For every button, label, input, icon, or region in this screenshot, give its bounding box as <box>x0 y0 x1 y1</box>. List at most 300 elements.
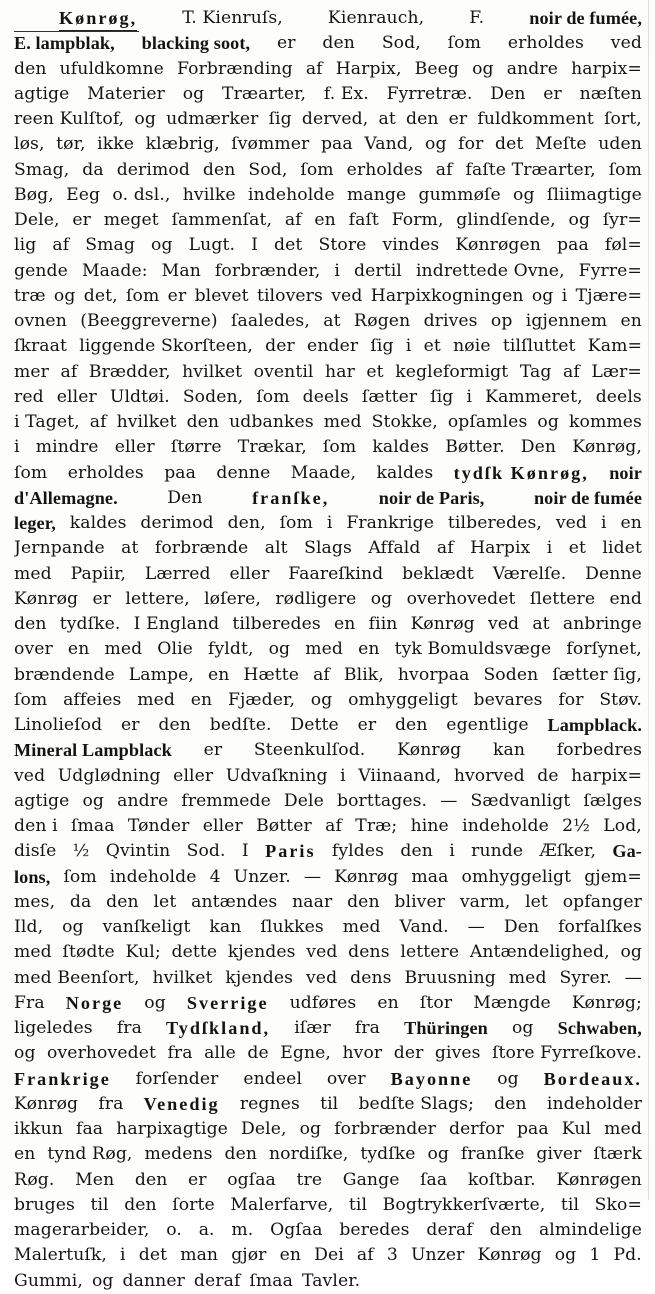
word: indeholder <box>546 1093 642 1114</box>
word: forbedres <box>556 740 642 761</box>
word: en <box>279 1245 302 1266</box>
word: man <box>180 1245 219 1266</box>
word: Kønrøg <box>477 1245 542 1266</box>
word: Forbrænding <box>177 58 293 79</box>
word: deels <box>302 386 349 407</box>
bold-term: Norge <box>65 992 124 1013</box>
word: Bøtter. <box>445 437 505 458</box>
bold-term: Frankrige <box>14 1068 111 1089</box>
word: almindelige <box>538 1220 642 1240</box>
word: andre <box>117 790 169 811</box>
word: og <box>144 992 166 1013</box>
word: over <box>326 1068 366 1089</box>
word: — <box>467 917 485 937</box>
word: næſten <box>579 83 642 104</box>
word: en <box>314 210 336 230</box>
word: Udglødning <box>57 765 161 786</box>
word: nordiſke, <box>268 1144 349 1165</box>
word: Bogtrykkerſværte, <box>382 1194 546 1215</box>
bold-term: noir de Paris, <box>378 487 485 508</box>
word: en <box>207 664 230 685</box>
word: Vand. <box>399 917 449 937</box>
word: Eeg <box>66 184 101 205</box>
word: Store <box>318 235 367 256</box>
bold-term: Kønrøg, <box>59 6 137 31</box>
word: der <box>265 336 295 357</box>
word: til <box>560 1194 580 1215</box>
word: ſaaledes, <box>231 311 310 331</box>
word: Dette <box>290 715 339 735</box>
word: paa <box>557 235 589 256</box>
word: ſtødte <box>62 942 115 963</box>
word: indeholde <box>462 816 549 836</box>
word: løſere, <box>204 588 261 609</box>
word: og <box>299 1119 322 1139</box>
word: Ild, <box>14 917 44 937</box>
word: er <box>121 715 140 735</box>
word: Værelſe. <box>492 563 567 584</box>
word: derimod <box>140 513 214 533</box>
word: den i <box>14 816 58 836</box>
bold-term: Sverrige <box>186 992 269 1013</box>
word: Træarter, <box>222 83 307 104</box>
word: fiin <box>368 614 398 634</box>
word: ſvømmer <box>231 134 310 155</box>
word: udføres <box>289 992 357 1013</box>
word: faſt <box>348 210 379 230</box>
text-line <box>14 1168 642 1193</box>
word: Antændelighed, <box>469 942 610 963</box>
word: Trækar, <box>237 437 307 458</box>
word: at <box>323 311 341 331</box>
word: eller <box>229 563 270 584</box>
text-line <box>14 284 642 309</box>
word: tydſke. <box>59 614 121 634</box>
word: ſælges <box>583 790 642 811</box>
word: Fra <box>14 992 45 1013</box>
bold-term: noir de fumée, <box>529 8 642 28</box>
word: omhyggeligt <box>348 689 458 710</box>
word: Kønrøg <box>14 1093 79 1114</box>
word: fremmede <box>181 790 271 811</box>
word: blevet <box>194 285 249 306</box>
word: dertil <box>354 260 402 281</box>
word: dette <box>171 942 218 963</box>
word: Lod, <box>603 816 642 836</box>
word: hvorved <box>453 765 525 786</box>
word: en <box>14 1144 36 1165</box>
word: ved <box>331 285 363 306</box>
word: Kienrauch, <box>327 8 425 28</box>
word: bruges <box>14 1194 75 1215</box>
word: Soden, <box>182 386 244 407</box>
word: opſamles <box>447 412 528 432</box>
word: da <box>69 891 92 912</box>
word: Støv. <box>599 689 642 710</box>
word: Smag, <box>14 159 70 180</box>
word: Denne <box>585 563 642 584</box>
word: ved <box>555 513 588 533</box>
word: koſtbar. <box>467 1169 536 1190</box>
word: i Taget, <box>14 412 80 432</box>
word: Malerfarve, <box>230 1194 334 1215</box>
word: ſmaa <box>249 1270 293 1291</box>
word: bedſte Slags; <box>358 1093 474 1114</box>
bold-term: Paris <box>265 841 316 862</box>
word: a. <box>198 1220 215 1240</box>
word: ved <box>610 33 642 54</box>
word: og <box>513 184 535 205</box>
word: er <box>92 588 112 609</box>
word: Lugt. <box>188 235 236 256</box>
word: gende <box>14 260 68 281</box>
word: er <box>448 109 468 129</box>
word: i <box>326 513 333 533</box>
word: Æſker, <box>539 841 597 862</box>
word: Syrer. <box>559 967 612 988</box>
word: Smag <box>85 235 135 256</box>
word: agtige <box>14 83 70 104</box>
word: 1 <box>589 1245 601 1266</box>
word: meget <box>103 210 159 230</box>
word: forſynet, <box>566 639 642 660</box>
word: ſorte <box>172 1194 215 1215</box>
text-line <box>14 31 642 56</box>
text-line <box>14 1218 642 1243</box>
word: lettere <box>400 942 460 963</box>
word: og <box>62 917 84 937</box>
word: Dele, <box>240 1119 287 1139</box>
word: Egne, <box>280 1043 331 1064</box>
word: f. Ex. <box>323 83 369 104</box>
word: ſtor <box>419 992 453 1013</box>
word: Tønder <box>127 816 190 836</box>
word: forſender <box>135 1068 219 1089</box>
word: Hætte <box>243 664 300 685</box>
word: Bruusning <box>404 967 496 988</box>
word: ved <box>487 614 520 634</box>
word: af <box>52 235 70 256</box>
word: endeel <box>243 1068 303 1089</box>
word: og <box>425 134 447 155</box>
word: ſkraat <box>14 336 67 357</box>
word: hvilket <box>152 967 213 988</box>
word: Maade: <box>81 260 148 281</box>
text-line <box>14 1243 642 1268</box>
word: den <box>489 1220 523 1240</box>
word: liggende Skorſteen, <box>79 336 253 357</box>
word: indeholde <box>247 184 335 205</box>
word: at <box>121 538 139 559</box>
word: ligeledes <box>14 1018 93 1038</box>
word: Lær= <box>591 361 642 382</box>
word: ſom <box>256 386 290 407</box>
word: tynd Røg, <box>47 1144 133 1165</box>
word: den <box>394 715 428 735</box>
word: tilberedes, <box>447 513 542 533</box>
word: kommes <box>569 412 642 432</box>
word: Tavler. <box>301 1270 361 1291</box>
text-line <box>14 132 642 157</box>
word: ovnen <box>14 311 67 331</box>
word: derfor <box>449 1119 504 1139</box>
text-line <box>14 461 642 486</box>
word: Gummi, <box>14 1270 83 1291</box>
word: giver <box>536 1144 582 1165</box>
word: Kønrøg <box>410 614 475 634</box>
word: ſort, <box>604 109 642 129</box>
word: vanſkeligt <box>102 917 191 937</box>
word: i <box>120 1245 126 1266</box>
word: af <box>284 210 302 230</box>
word: eller <box>202 816 243 836</box>
bold-term: Thüringen <box>404 1018 488 1038</box>
word: Linolieſod <box>14 715 103 735</box>
word: Kønrøgen <box>455 235 541 256</box>
word: en <box>67 639 90 660</box>
word: den <box>106 891 139 912</box>
word: den <box>322 33 355 54</box>
word: mange <box>346 184 407 205</box>
bold-term: Schwaben, <box>557 1018 642 1038</box>
word: med Beenſort, <box>14 967 140 988</box>
word: tyk Bomuldsvæge <box>394 639 552 660</box>
word: har <box>325 361 355 382</box>
word: omhyggeligt <box>461 866 572 887</box>
word: kan <box>492 740 526 761</box>
word: 2½ <box>562 816 590 836</box>
word: og <box>531 285 554 306</box>
word: iſær <box>294 1018 331 1038</box>
word: ſlukkes <box>260 917 324 937</box>
word: ſtørre <box>170 437 222 458</box>
word: Dele, <box>14 210 60 230</box>
word: det <box>274 235 303 256</box>
bold-term: blacking soot, <box>141 33 251 54</box>
word: ſmaa <box>71 816 115 836</box>
word: ſliimagtige <box>546 184 642 205</box>
word: i <box>405 336 412 357</box>
bold-term: noir <box>609 462 642 483</box>
word: ſom <box>126 285 160 306</box>
word: o. <box>166 1220 182 1240</box>
word: den <box>400 841 433 862</box>
word: deraf <box>193 1270 241 1291</box>
word: antændes <box>191 891 278 912</box>
word: Sko= <box>594 1194 642 1215</box>
word: forfalſkes <box>558 917 642 937</box>
word: for <box>458 134 484 155</box>
word: Uldtøi. <box>109 386 170 407</box>
text-line <box>14 435 642 460</box>
word: føl= <box>604 235 642 256</box>
word: — <box>440 790 458 811</box>
word: Men <box>75 1169 115 1190</box>
word: er <box>357 715 377 735</box>
word: Viinaand, <box>358 765 442 786</box>
bold-term: noir de fumée <box>533 487 642 508</box>
text-line <box>14 814 642 839</box>
word: disſe <box>14 841 57 862</box>
word: hine <box>410 816 449 836</box>
word: Olie <box>157 639 193 660</box>
text-line <box>14 1092 642 1117</box>
bold-term: Bayonne <box>390 1068 473 1089</box>
word: et <box>366 361 384 382</box>
word: ſammenſat, <box>171 210 273 230</box>
text-line <box>14 183 642 208</box>
text-line <box>14 208 642 233</box>
word: glindſende, <box>456 210 556 230</box>
word: af <box>325 816 342 836</box>
word: ved <box>306 942 338 963</box>
text-line <box>14 1041 642 1066</box>
word: og <box>53 285 76 306</box>
word: derimod <box>116 159 190 180</box>
word: ſtore Fyrreſkove. <box>492 1043 642 1064</box>
text-line <box>14 966 642 991</box>
word: gives <box>434 1043 481 1064</box>
word: Qvintin <box>105 841 171 862</box>
word: fra <box>354 1018 381 1038</box>
word: Den <box>167 487 203 508</box>
word: i <box>340 765 346 786</box>
word: o. dsl., <box>112 184 171 205</box>
word: dens <box>350 967 392 988</box>
word: Slags <box>304 538 352 559</box>
text-line <box>14 688 642 713</box>
text-line <box>14 410 642 435</box>
word: kegleformigt <box>395 361 509 382</box>
word: brændende <box>14 664 115 685</box>
word: — <box>624 967 642 988</box>
word: en <box>620 513 642 533</box>
word: Røgen <box>353 311 411 331</box>
word: med <box>14 942 52 963</box>
word: til <box>348 1194 368 1215</box>
word: ikkun <box>14 1119 63 1139</box>
word: Bøg, <box>14 184 54 205</box>
word: lidet <box>602 538 642 559</box>
word: og <box>427 1144 449 1165</box>
word: Ogſaa <box>270 1220 323 1240</box>
word: faa <box>76 1119 104 1139</box>
word: paa <box>164 462 196 483</box>
word: erholdes <box>507 33 584 54</box>
text-line <box>14 309 642 334</box>
word: erholdes <box>67 462 144 483</box>
text-line <box>14 6 642 31</box>
word: lig <box>14 235 37 256</box>
text-line <box>14 57 642 82</box>
word: bevares <box>473 689 543 710</box>
word: Blik, <box>343 664 384 685</box>
word: den <box>224 1144 258 1165</box>
word: end <box>609 588 642 609</box>
word: Kul <box>561 1119 592 1139</box>
word: et <box>423 336 441 357</box>
word: ſig <box>430 386 454 407</box>
word: af <box>356 1245 374 1266</box>
word: med <box>137 689 175 710</box>
word: af <box>563 361 580 382</box>
text-line <box>14 536 642 561</box>
text-line <box>14 486 642 511</box>
word: hvor <box>342 1043 383 1064</box>
word: Unzer <box>410 1245 465 1266</box>
word: kaldes <box>372 437 430 458</box>
word: en <box>190 689 213 710</box>
word: den <box>202 159 236 180</box>
word: tre <box>296 1169 323 1190</box>
word: og <box>497 1068 519 1089</box>
word: Træ; <box>355 816 398 836</box>
word: af <box>89 412 107 432</box>
word: kaldes <box>69 513 127 533</box>
word: Fjæder, <box>227 689 296 710</box>
word: opfanger <box>562 891 642 912</box>
word: forbrænde <box>154 538 249 559</box>
word: det, <box>83 285 118 306</box>
word: Man <box>161 260 201 281</box>
word: Sædvanligt <box>470 790 571 811</box>
word: Faareſkind <box>288 563 384 584</box>
word: Den <box>503 917 540 937</box>
text-line <box>14 259 642 284</box>
word: en <box>620 311 642 331</box>
word: hvilket <box>116 412 177 432</box>
word: paa <box>516 1119 549 1139</box>
text-line <box>14 233 642 258</box>
word: ſom <box>608 159 642 180</box>
word: Sod, <box>248 159 288 180</box>
word: ſyr= <box>602 210 642 230</box>
word: mer <box>14 361 49 382</box>
bold-term: tydſk Kønrøg, <box>453 462 589 483</box>
word: kan <box>209 917 242 937</box>
bold-term: leger, <box>14 513 56 533</box>
word: og <box>554 1245 577 1266</box>
word: Maade, <box>290 462 357 483</box>
bold-term: Venedig <box>143 1093 220 1114</box>
word: Frankrige <box>346 513 434 533</box>
word: til <box>90 1194 109 1215</box>
word: ſtærk <box>593 1144 642 1165</box>
text-line <box>14 612 642 637</box>
word: Røg. <box>14 1169 55 1190</box>
bold-term: E. lampblak, <box>14 33 115 54</box>
word: er <box>276 33 296 54</box>
word: fra <box>167 1043 193 1064</box>
word: Jernpande <box>14 538 105 559</box>
word: fra <box>116 1018 142 1038</box>
word: andre <box>506 58 558 79</box>
word: Dei <box>314 1245 344 1266</box>
bold-term: Ga- <box>612 841 642 862</box>
word: Soden <box>483 664 539 685</box>
word: I England <box>133 614 220 634</box>
word: ſig <box>268 109 292 129</box>
word: faſte Træarter, <box>465 159 596 180</box>
word: hvilket <box>182 361 243 382</box>
word: red <box>14 386 44 407</box>
word: ſom <box>14 462 48 483</box>
word: ½ <box>72 841 90 862</box>
word: den <box>186 412 220 432</box>
word: Gange <box>342 1169 400 1190</box>
text-line <box>14 1067 642 1092</box>
word: af <box>305 58 323 79</box>
